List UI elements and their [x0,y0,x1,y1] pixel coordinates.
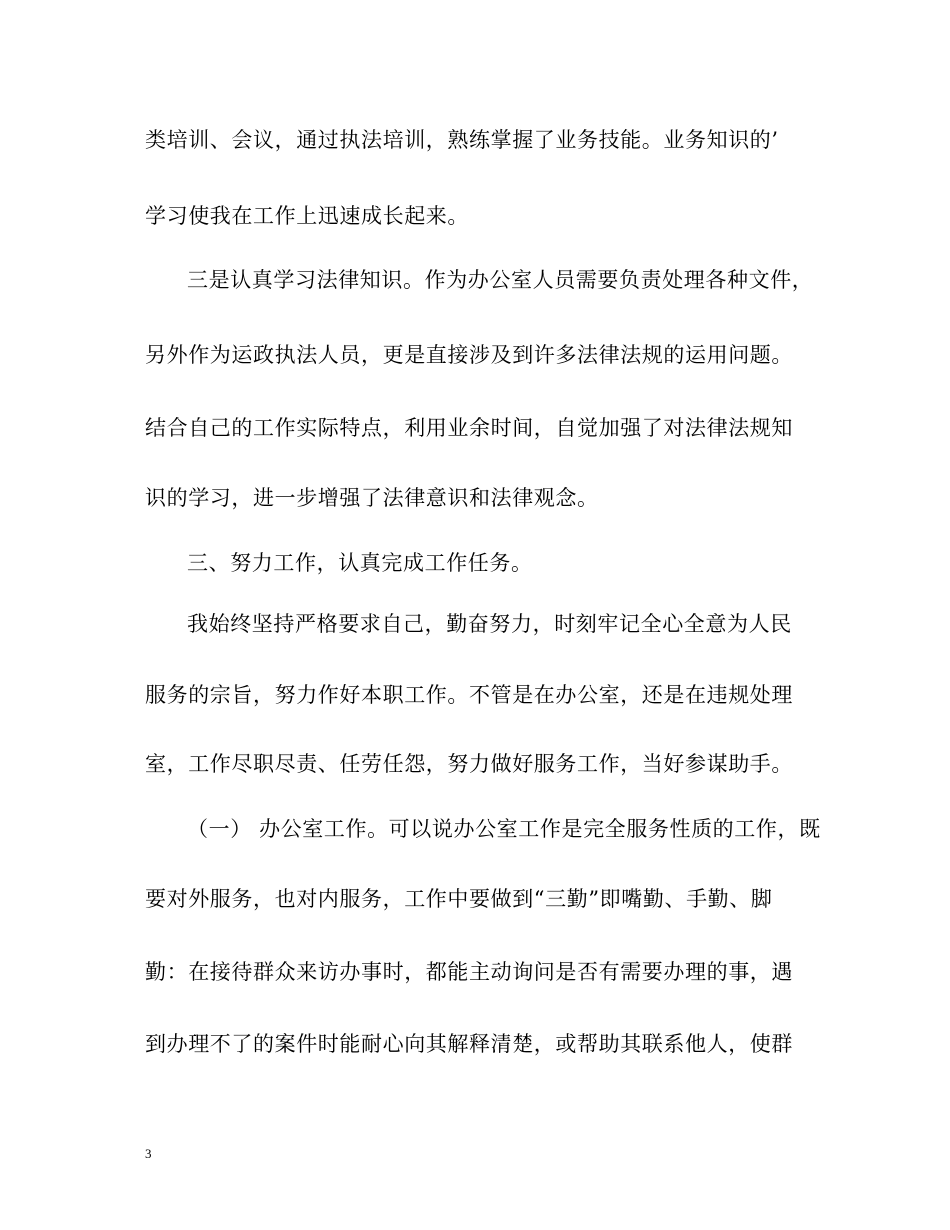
text-line: 学习使我在工作上迅速成长起来。 [145,204,469,228]
text-line: 勤：在接待群众来访办事时，都能主动询问是否有需要办理的事，遇 [145,960,793,984]
text-line: 服务的宗旨，努力作好本职工作。不管是在办公室，还是在违规处理 [145,683,793,707]
text-line: 另外作为运政执法人员，更是直接涉及到许多法律法规的运用问题。 [145,343,793,367]
text-line: 我始终坚持严格要求自己，勤奋努力，时刻牢记全心全意为人民 [187,612,792,636]
text-line: 类培训、会议，通过执法培训，熟练掌握了业务技能。业务知识的’ [145,128,779,152]
page-number: 3 [145,1146,152,1161]
text-line: 三是认真学习法律知识。作为办公室人员需要负责处理各种文件， [187,268,814,292]
text-line: 识的学习，进一步增强了法律意识和法律观念。 [145,486,599,510]
text-line: 要对外服务，也对内服务，工作中要做到“三勤”即嘴勤、手勤、脚 [145,887,773,911]
text-line: 室，工作尽职尽责、任劳任怨，努力做好服务工作，当好参谋助手。 [145,752,793,776]
text-line: （一） 办公室工作。可以说办公室工作是完全服务性质的工作，既 [187,817,821,841]
text-line: 到办理不了的案件时能耐心向其解释清楚，或帮助其联系他人，使群 [145,1032,793,1056]
text-line: 三、努力工作，认真完成工作任务。 [187,551,533,575]
text-line: 结合自己的工作实际特点，利用业余时间，自觉加强了对法律法规知 [145,416,793,440]
